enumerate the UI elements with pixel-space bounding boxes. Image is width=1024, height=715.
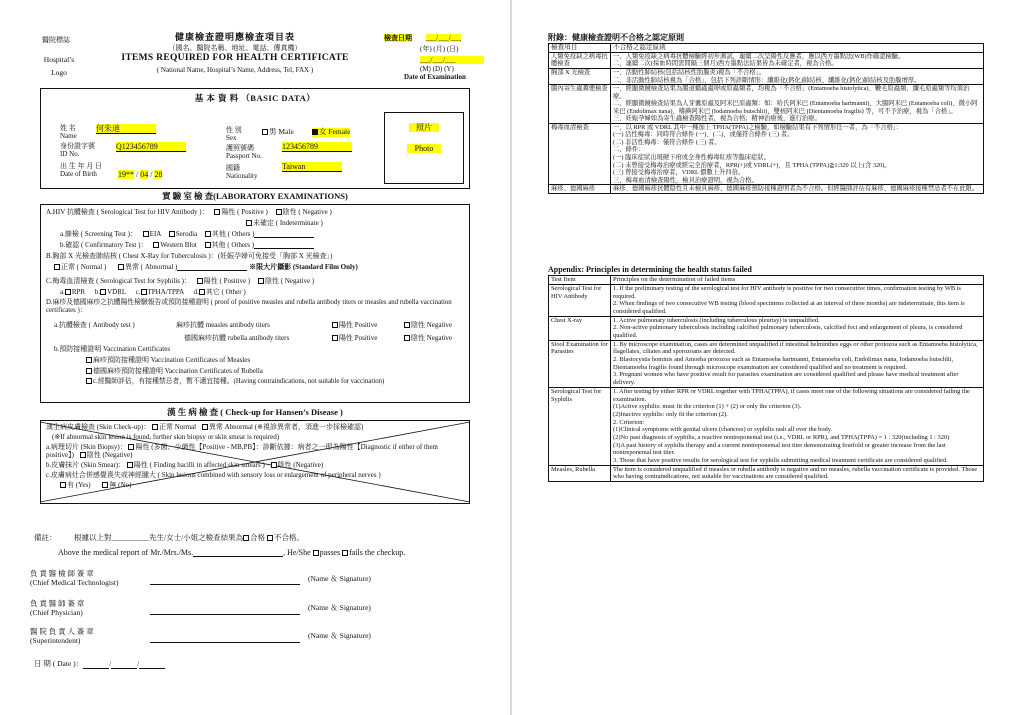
fail-zh-checkbox[interactable] <box>267 535 273 541</box>
hiv-indeterminate-row: 未確定 ( Indeterminate ) <box>46 219 466 230</box>
confirm-row: b.確認 ( Confirmatory Test )： Western Blot 其他 ( Others ) <box>46 241 466 252</box>
nationality-label: 國籍 Nationality <box>226 164 258 181</box>
hansen-lesion-options: 有 (Yes) 無 (No) <box>46 481 466 491</box>
nationality-field[interactable]: Taiwan <box>282 162 342 172</box>
rubella-negative-checkbox[interactable] <box>404 335 410 341</box>
lesion-yes-checkbox[interactable] <box>60 482 66 488</box>
hiv-negative-checkbox[interactable] <box>276 209 282 215</box>
appendix-page <box>512 0 1024 715</box>
lab-heading: 實 驗 室 檢 查(LABORATORY EXAMINATIONS) <box>162 191 348 201</box>
signature-block-1: 負 責 醫 檢 師 簽 章 (Chief Medical Technologist) (Name ＆ Signature) <box>30 569 371 587</box>
exam-date-block: 檢查日期 ___/___/___ (年) (月) (日) ___/___/___ (M) (D) (Y) Date of Examination <box>384 34 484 81</box>
table-row <box>549 85 984 124</box>
hiv-indeterminate-checkbox[interactable] <box>246 220 252 226</box>
syphilis-methods-row: a. RPR b. VDRL c. TPHA/TPPA d. 其它 ( Other ) <box>60 288 246 296</box>
sex-label: 性 別 Sex <box>226 126 242 143</box>
eia-checkbox[interactable] <box>143 231 149 237</box>
hansen-skin-row: 漢生病皮膚檢查 (Skin Check-up)： 正常 Normal 異常 Abnormal (※視診異常者，須進一步採檢確認) <box>46 423 364 431</box>
rubella-positive-checkbox[interactable] <box>332 335 338 341</box>
exam-date-mdy-field[interactable]: ___/___/___ <box>420 56 484 64</box>
confirm-others-field[interactable] <box>254 248 314 249</box>
signature-block-3: 醫 院 負 責 人 簽 章 (Superintendent) (Name ＆ Signature) <box>30 627 371 645</box>
lesion-no-checkbox[interactable] <box>102 482 108 488</box>
passport-label: 護照號碼 Passport No. <box>226 144 262 161</box>
title-zh: 健康檢查證明應檢查項目表 <box>174 32 295 42</box>
superintendent-signature-line[interactable] <box>150 642 300 643</box>
biopsy-positive-checkbox[interactable] <box>128 444 134 450</box>
female-checkbox[interactable] <box>312 129 318 135</box>
contraindication-checkbox[interactable] <box>86 378 92 384</box>
chest-result-row: 正常 ( Normal ) 異常 ( Abnormal ) ※限大片攝影 (Standard Film Only) <box>46 263 466 277</box>
male-checkbox[interactable] <box>262 129 268 135</box>
criteria-cell: 一、以 RPR 或 VDRL 其中一種加上 TPHA(TPPA)之檢驗，如檢驗結果有下列情形任一者，為「不合格」： (一) 活性梅毒：同時符合條件 (一)、(二)、或僅符合條件 (三) 者。 (二) 非活性梅毒：僅符合條件 (三) 者。 二、條件： (一) 臨床症狀出現硬下疳或全身性梅毒紅疹等臨床症狀。 (二) 未曾接受梅毒治療或經完全治療者，RPR(+)或 VDRL(+)，且 TPHA (TPPA)≧1:320 以上(含 320)。 (三) 曾接受梅毒治療者，VDRL 價數上升四倍。 三、梅毒血清檢查陽性，檢具治療證明，視為合格。 <box>611 123 984 184</box>
exam-date-field[interactable]: ___/___/___ <box>425 34 462 42</box>
table-row <box>549 340 984 387</box>
table-row <box>549 316 984 340</box>
date-month-field[interactable] <box>83 668 109 669</box>
remark-zh: 根據以上對__________先生/女士/小姐之檢查結果為 合格 不合格。 <box>74 533 305 542</box>
lab-content <box>46 208 466 389</box>
rubella-antibody-row: 德國麻疹抗體 rubella antibody titers 陽性 Positive 陰性 Negative <box>184 334 453 342</box>
syphilis-positive-checkbox[interactable] <box>197 278 203 284</box>
technologist-signature-line[interactable] <box>150 584 300 585</box>
date-year-field[interactable] <box>139 668 165 669</box>
pass-zh-checkbox[interactable] <box>243 535 249 541</box>
hansen-content: 漢生病皮膚檢查 (Skin Check-up)： 正常 Normal 異常 Abnormal (※視診異常者，須進一步採檢確認) (※If abnormal skin lesion is found, further skin biopsy or skin smear is required) a.病理切片 (Skin Biopsy)： 陽性 (多菌、少菌性【Positive - MB,PB】：診斷依據：病者之一即為陽性【Diagnostic if either of them positive】) 陰性 (Negative) b.皮膚抹片 (Skin Smear)： 陽性 ( Finding bacilli in affected skin smears ) 陰性 (Negative) c.皮膚病灶合併感覺喪失或神經腫大 ( Skin lesions combined with sensory loss or enlargement of peripheral nerves ) 有 (Yes) 無 (No) <box>46 423 466 491</box>
vacc-rubella-checkbox[interactable] <box>86 368 92 374</box>
criteria-cell: 麻疹、德國麻疹抗體陰性且未檢具麻疹、德國麻疹預防接種證明者為不合格。但經醫師評估有麻疹、德國麻疹接種禁忌者不在此限。 <box>611 185 984 194</box>
appendix-zh-table: 檢查項目 不合格之認定原則 人類免疫缺乏病毒抗體檢查 一、人類免疫缺乏病毒抗體檢驗經初步測試，連續二次呈陽性反應者，應以西方墨點法(WB)作確認檢驗。 二、連續二次(採血時間需間隔三個月)西方墨點法結果皆為未確定者，視為合格。 胸部 X 光檢查 一、活動性肺結核(包括結核性肋膜炎)視為「不合格」。 二、非活動性肺結核視為「合格」，包括下列診斷情形：纖維化(鈣化)肺結核、纖維化(鈣化)肺結核及肋膜增厚。 腸內寄生蟲糞便檢查 一、經顯微鏡檢查結果為腸道蠕蟲蟲卵或原蟲類者，均視為「不合格」(Entamoeba histolytica)、鞭毛原蟲類、纖毛原蟲類等均須治療。 二、經顯微鏡檢查結果為人芽囊原蟲及阿米巴原蟲類：如：哈氏阿米巴 (Entamoeba hartmanni)、大腸阿米巴 (Entamoeba coli)、微小阿米巴 (Endolimax nana)、嗜碘阿米巴 (Iodamoeba butschlii)、雙核阿米巴 (Dientamoeba fragilis) 等，可不予治療，視為「合格」。 三、妊娠孕婦如為寄生蟲檢查陽性者，視為合格；精神治療後，進行治療。 梅毒血清檢查 一、以 RPR 或 VDRL 其中一種加上 TPHA(TPPA)之檢驗，如檢驗結果有下列情形任一者，為「不合格」： (一) 活性梅毒：同時符合條件 (一)、(二)、或僅符合條件 (三) 者。 (二) 非活性梅毒：僅符合條件 (三) 者。 二、條件： (一) 臨床症狀出現硬下疳或全身性梅毒紅疹等臨床症狀。 (二) 未曾接受梅毒治療或經完全治療者，RPR(+)或 VDRL(+)，且 TPHA (TPPA)≧1:320 以上(含 320)。 (三) 曾接受梅毒治療者，VDRL 價數上升四倍。 三、梅毒血清檢查陽性，檢具治療證明，視為合格。 麻疹、德國麻疹 麻疹、德國麻疹抗體陰性且未檢具麻疹、德國麻疹預防接種證明者為不合格。但經醫師評估有麻疹、德國麻疹接種禁忌者不在此限。 <box>548 43 984 194</box>
patient-name-field[interactable] <box>193 556 283 557</box>
table-row <box>549 123 984 184</box>
syphilis-negative-checkbox[interactable] <box>258 278 264 284</box>
passport-field[interactable]: 123456789 <box>282 142 352 152</box>
test-item-cell: 麻疹、德國麻疹 <box>549 185 611 194</box>
signature-block-2: 負 責 醫 師 簽 章 (Chief Physician) (Name ＆ Signature) <box>30 599 371 617</box>
contraindication-row: c.經醫師評估，有接種禁忌者，暫不適宜接種。(Having contraindications, not suitable for vaccination) <box>46 378 466 389</box>
criteria-cell: 一、經顯微鏡檢查結果為腸道蠕蟲蟲卵或原蟲類者，均視為「不合格」(Entamoeba histolytica)、鞭毛原蟲類、纖毛原蟲類等均須治療。 二、經顯微鏡檢查結果為人芽囊原蟲及阿米巴原蟲類：如：哈氏阿米巴 (Entamoeba hartmanni)、大腸阿米巴 (Entamoeba coli)、微小阿米巴 (Endolimax nana)、嗜碘阿米巴 (Iodamoeba butschlii)、雙核阿米巴 (Dientamoeba fragilis) 等，可不予治療，視為「合格」。 三、妊娠孕婦如為寄生蟲檢查陽性者，視為合格；精神治療後，進行治療。 <box>611 85 984 124</box>
test-item-cell: 腸內寄生蟲糞便檢查 <box>549 85 611 124</box>
table-row <box>549 284 984 316</box>
hospital-seal-label: 醫院標誌 <box>42 36 70 44</box>
vaccination-rubella-row: 德國麻疹預防接種證明 Vaccination Certificates of Rubella <box>46 367 466 378</box>
dob-label: 出 生 年 月 日 Date of Birth <box>60 162 102 179</box>
criteria-cell: 1. If the preliminary testing of the serological test for HIV antibody is positive for two consecutive times, confirmation testing by WB is required. 2. When findings of two consecutive WB testing (blood specimens collected at an interval of three months) are indeterminate, this item is considered qualified. <box>611 284 984 316</box>
chest-normal-checkbox[interactable] <box>54 264 60 270</box>
remark-label: 備註： <box>34 533 57 542</box>
hansen-abnormal-checkbox[interactable] <box>202 424 208 430</box>
name-field[interactable]: 何朱迪 <box>96 124 156 134</box>
table-row <box>549 52 984 68</box>
rpr-checkbox[interactable] <box>65 289 71 295</box>
certificate-page <box>0 0 510 715</box>
hansen-normal-checkbox[interactable] <box>152 424 158 430</box>
screen-others-field[interactable] <box>254 237 314 238</box>
western-blot-checkbox[interactable] <box>153 242 159 248</box>
chest-abnormal-checkbox[interactable] <box>118 264 124 270</box>
criteria-cell: 一、活動性肺結核(包括結核性肋膜炎)視為「不合格」。 二、非活動性肺結核視為「合格」，包括下列診斷情形：纖維化(鈣化)肺結核、纖維化(鈣化)肺結核及肋膜增厚。 <box>611 69 984 85</box>
syphilis-row: C.梅毒血清檢查 ( Serological Test for Syphilis )： 陽性 ( Positive ) 陰性 ( Negative ) <box>46 277 315 285</box>
dob-field[interactable]: 19** / 04 / 28 <box>118 170 163 179</box>
screen-others-checkbox[interactable] <box>205 231 211 237</box>
measles-title: D.麻疹及德國麻疹之抗體陽性檢驗報告或預防接種證明 ( proof of positive measles and rubella antibody titers or measles and rubella vaccination certificates )： <box>46 299 452 314</box>
criteria-cell: The item is considered unqualified if measles or rubella antibody is negative and no measles, rubella vaccination certificate is provided. Those who having contraindications, not suitable for vaccinations are considered qualified. <box>611 465 984 481</box>
smear-negative-checkbox[interactable] <box>271 462 277 468</box>
exam-date-label: 檢查日期 <box>384 34 412 42</box>
test-item-cell: Stool Examination for Parasites <box>549 340 611 387</box>
sex-female-option[interactable]: 女 Female <box>312 128 350 137</box>
remark-en: Above the medical report of Mr./Mrs./Ms. , He/She passes fails the checkup. <box>58 548 406 557</box>
appendix-zh-title: 附錄：健康檢查證明不合格之認定原則 <box>548 33 684 42</box>
criteria-cell: 1. By microscope examination, cases are determined unqualified if intestinal helminthes eggs or other protozoa such as Entamoeba histolytica, flagellates, ciliates and sporozoans are detected. 2. Blastocystis hominis and Amoeba protozoa such as Entamoeba hartmanni, Entamoeba coli, Endolimax nana, Iodamoeba butschlii, Dientamoeba fragilis found through microscope examination are considered qualified and no treatment is required. 3. Pregnant women who have positive result for parasites examination are considered qualified and please have medical treatment after delivery. <box>611 340 984 387</box>
vaccination-measles-row: 麻疹預防接種證明 Vaccination Certificates of Measles <box>46 356 466 367</box>
measles-negative-checkbox[interactable] <box>404 322 410 328</box>
test-item-cell: 人類免疫缺乏病毒抗體檢查 <box>549 52 611 68</box>
criteria-cell: 1. Active pulmonary tuberculosis (including tuberculous pleurisy) is unqualified. 2. Non-active pulmonary tuberculosis including calcified pulmonary tuberculosis, calcified foci and enlargement of pleura, is considered qualified. <box>611 316 984 340</box>
serodia-checkbox[interactable] <box>169 231 175 237</box>
table-row <box>549 185 984 194</box>
test-item-cell: Measles, Rubella <box>549 465 611 481</box>
hansen-lesion-row: c.皮膚病灶合併感覺喪失或神經腫大 ( Skin lesions combined with sensory loss or enlargement of peripheral nerves ) <box>46 471 381 479</box>
test-item-cell: 胸部 X 光檢查 <box>549 69 611 85</box>
other-method-checkbox[interactable] <box>199 289 205 295</box>
name-label: 姓 名 Name <box>60 124 77 141</box>
hansen-smear-row: b.皮膚抹片 (Skin Smear)： 陽性 ( Finding bacilli in affected skin smears ) 陰性 (Negative) <box>46 461 324 469</box>
sex-male-option[interactable]: 男 Male <box>262 128 294 137</box>
measles-positive-checkbox[interactable] <box>332 322 338 328</box>
appendix-en-title: Appendix: Principles in determining the health status failed <box>548 265 752 274</box>
table-row <box>549 387 984 465</box>
chest-row: B.胸部 X 光檢查肺結核 ( Chest X-Ray for Tuberculosis )：(妊娠孕婦可免接受「胸部 X 光檢查」) <box>46 252 333 260</box>
form-title <box>110 32 360 74</box>
hospital-logo-label: Hospital’s Logo <box>43 55 75 77</box>
fails-checkbox[interactable] <box>342 550 348 556</box>
vacc-measles-checkbox[interactable] <box>86 357 92 363</box>
physician-signature-line[interactable] <box>150 614 300 615</box>
hiv-positive-checkbox[interactable] <box>214 209 220 215</box>
photo-box[interactable]: 照片 Photo <box>384 112 464 184</box>
test-item-cell: Chest X-ray <box>549 316 611 340</box>
biopsy-negative-checkbox[interactable] <box>80 452 86 458</box>
id-label: 身份證字號 ID No. <box>60 142 95 159</box>
title-sub-zh: （國名、醫院名稱、地址、電話、傳真機） <box>168 44 302 53</box>
test-item-cell: 梅毒血清檢查 <box>549 123 611 184</box>
test-item-cell: Serological Test for Syphilis <box>549 387 611 465</box>
passes-checkbox[interactable] <box>313 550 319 556</box>
tpha-checkbox[interactable] <box>141 289 147 295</box>
hansen-heading: 漢 生 病 檢 查 ( Check-up for Hansen’s Disease ) <box>167 407 343 417</box>
id-field[interactable]: Q123456789 <box>116 142 186 152</box>
vdrl-checkbox[interactable] <box>100 289 106 295</box>
date-row: 日 期 ( Date )： / / <box>34 660 165 669</box>
measles-antibody-row: a.抗體檢查 ( Antibody test ) 麻疹抗體 measles antibody titers 陽性 Positive 陰性 Negative <box>54 321 453 329</box>
date-day-field[interactable] <box>111 668 137 669</box>
vaccination-title: b.預防接種證明 Vaccination Certificates <box>54 345 171 353</box>
table-row <box>549 465 984 481</box>
smear-positive-checkbox[interactable] <box>127 462 133 468</box>
basic-data-heading: 基 本 資 料 （BASIC DATA） <box>194 93 316 103</box>
hiv-row: A.HIV 抗體檢查 ( Serological Test for HIV Antibody )： 陽性 ( Positive ) 陰性 ( Negative ) <box>46 208 332 216</box>
criteria-cell: 一、人類免疫缺乏病毒抗體檢驗經初步測試，連續二次呈陽性反應者，應以西方墨點法(WB)作確認檢驗。 二、連續二次(採血時間需間隔三個月)西方墨點法結果皆為未確定者，視為合格。 <box>611 52 984 68</box>
confirm-others-checkbox[interactable] <box>205 242 211 248</box>
hansen-biopsy-row: a.病理切片 (Skin Biopsy)： 陽性 (多菌、少菌性【Positive - MB,PB】：診斷依據：病者之一即為陽性【Diagnostic if either of them positive】) 陰性 (Negative) <box>46 443 438 460</box>
appendix-en-table: Test Item Principles on the determination of failed items Serological Test for HIV Antibody 1. If the preliminary testing of the serological test for HIV antibody is positive for two consecutive times, confirmation testing by WB is required. 2. When findings of two consecutive WB testing (blood specimens collected at an interval of three months) are indeterminate, this item is considered qualified. Chest X-ray 1. Active pulmonary tuberculosis (including tuberculous pleurisy) is unqualified. 2. Non-active pulmonary tuberculosis including calcified pulmonary tuberculosis, calcified foci and enlargement of pleura, is considered qualified. Stool Examination for Parasites 1. By microscope examination, cases are determined unqualified if intestinal helminthes eggs or other protozoa such as Entamoeba histolytica, flagellates, ciliates and sporozoans are detected. 2. Blastocystis hominis and Amoeba protozoa such as Entamoeba hartmanni, Entamoeba coli, Endolimax nana, Iodamoeba butschlii, Dientamoeba fragilis found through microscope examination are considered qualified and no treatment is required. 3. Pregnant women who have positive result for parasites examination are considered qualified and please have medical treatment after delivery. Serological Test for Syphilis 1. After testing by either RPR or VDRL together with TPHA(TPPA), if cases meet one of the following situations are considered failing the examination. (1)Active syphilis: must fit the criterion (1) + (2) or only the criterion (3). (2)Inactive syphilis: only fit the criterion (2). 2. Criterion: (1)Clinical symptoms with genital ulcers (chancres) or syphilis rash all over the body. (2)No past diagnosis of syphilis, a reactive nontreponemal test (i.e., VDRL or RPR), and TPHA(TPPA) = 1 : 320(including 1 : 320) (3)A past history of syphilis therapy and a current nontreponemal test titer demonstrating fourfold or greater increase from the last nontreponemal test titer. 3. Those that have positive results for serological test for syphilis submitting medical treatment certificate are considered qualified. Measles, Rubella The item is considered unqualified if measles or rubella antibody is negative and no measles, rubella vaccination certificate is provided. Those who having contraindications, not suitable for vaccinations are considered qualified. <box>548 275 984 482</box>
title-en: ITEMS REQUIRED FOR HEALTH CERTIFICATE <box>121 53 349 64</box>
table-row <box>549 69 984 85</box>
chest-abnormal-field[interactable] <box>177 270 247 271</box>
title-sub-en: ( National Name, Hospital’s Name, Address, Tel, FAX ) <box>156 66 314 75</box>
screening-row: a.篩檢 ( Screening Test )： EIA Serodia 其他 ( Others ) <box>46 230 466 241</box>
test-item-cell: Serological Test for HIV Antibody <box>549 284 611 316</box>
criteria-cell: 1. After testing by either RPR or VDRL together with TPHA(TPPA), if cases meet one of the following situations are considered failing the examination. (1)Active syphilis: must fit the criterion (1) + (2) or only the criterion (3). (2)Inactive syphilis: only fit the criterion (2). 2. Criterion: (1)Clinical symptoms with genital ulcers (chancres) or syphilis rash all over the body. (2)No past diagnosis of syphilis, a reactive nontreponemal test (i.e., VDRL or RPR), and TPHA(TPPA) = 1 : 320(including 1 : 320) (3)A past history of syphilis therapy and a current nontreponemal test titer demonstrating fourfold or greater increase from the last nontreponemal test titer. 3. Those that have positive results for serological test for syphilis submitting medical treatment certificate are considered qualified. <box>611 387 984 465</box>
